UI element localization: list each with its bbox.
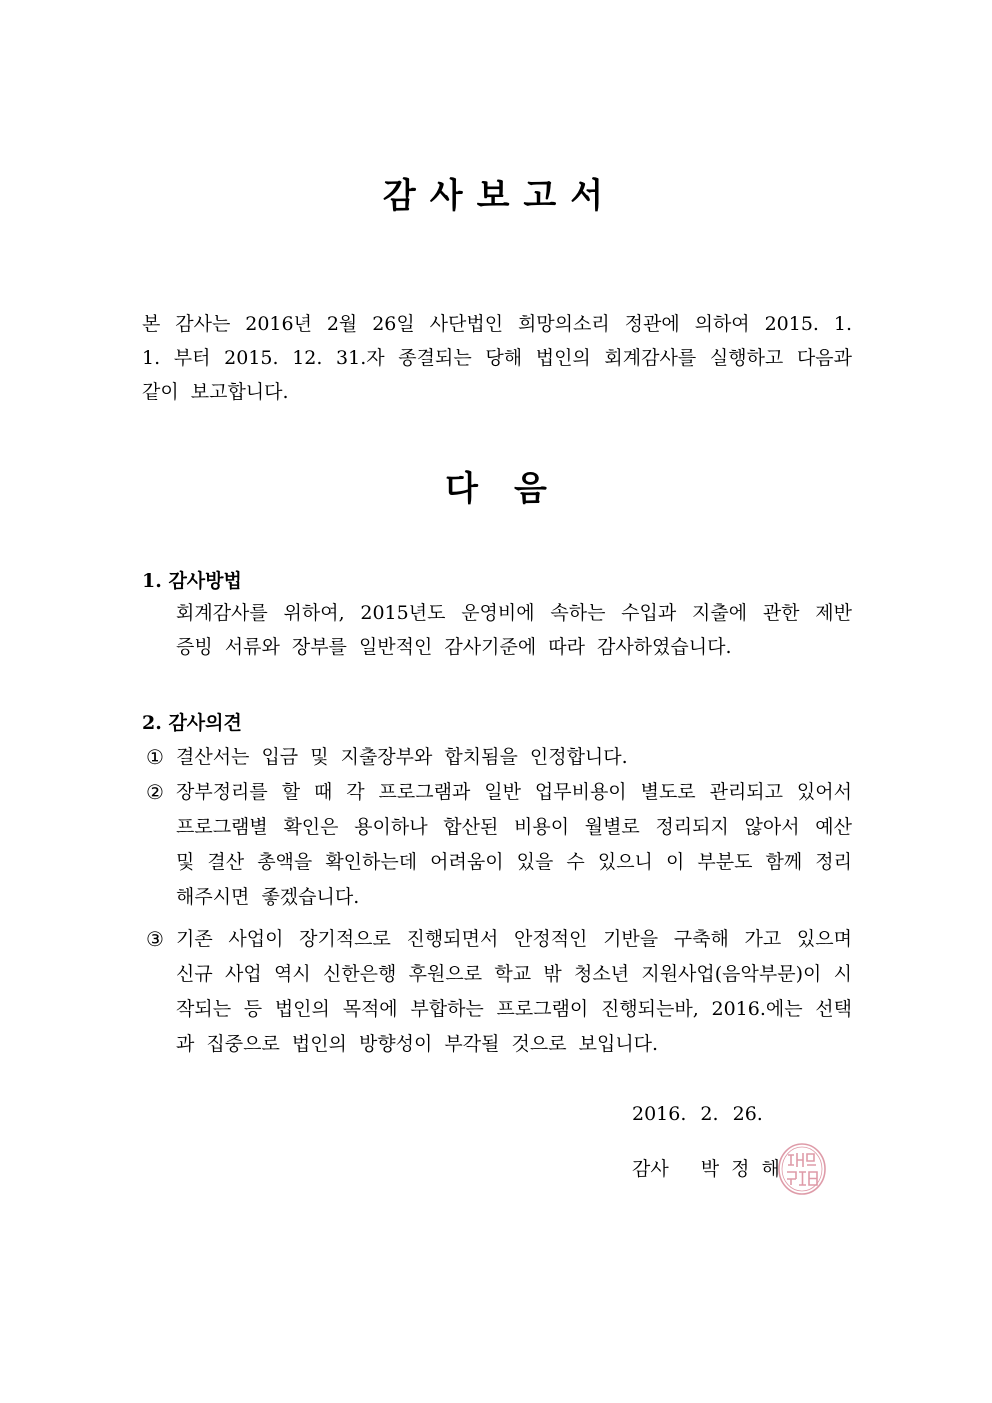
report-date: 2016. 2. 26.: [632, 1103, 763, 1125]
signer-line: [632, 1154, 792, 1181]
intro-paragraph: 본 감사는 2016년 2월 26일 사단법인 희망의소리 정관에 의하여 2015. 1. 1. 부터 2015. 12. 31.자 종결되는 당해 법인의 회계감사를 실행하고 다음과 같이 보고합니다.: [142, 313, 852, 403]
signer-role: 감사: [632, 1158, 669, 1180]
opinion-marker: ③: [146, 927, 164, 951]
opinion-item: [146, 775, 852, 915]
opinion-text: 결산서는 입금 및 지출장부와 합치됨을 인정합니다.: [176, 746, 628, 768]
opinion-marker: ①: [146, 745, 164, 769]
page-title: 감사보고서: [382, 176, 618, 216]
subtitle: 다음: [445, 469, 583, 509]
section-body-audit-method: 회계감사를 위하여, 2015년도 운영비에 속하는 수입과 지출에 관한 제반 증빙 서류와 장부를 일반적인 감사기준에 따라 감사하였습니다.: [176, 602, 852, 658]
opinion-marker: ②: [146, 780, 164, 804]
opinion-item: [146, 740, 852, 775]
opinion-item: [146, 922, 852, 1062]
signer-name: 박정해: [700, 1158, 792, 1180]
section-heading-audit-method: 1. 감사방법: [142, 570, 242, 592]
section-heading-audit-opinion: 2. 감사의견: [142, 712, 242, 734]
opinion-text: 기존 사업이 장기적으로 진행되면서 안정적인 기반을 구축해 가고 있으며 신규 사업 역시 신한은행 후원으로 학교 밖 청소년 지원사업(음악부문)이 시작되는 등 법인의 목적에 부합하는 프로그램이 진행되는바, 2016.에는 선택과 집중으로 법인의 방향성이 부각될 것으로 보입니다.: [176, 928, 852, 1055]
opinion-text: 장부정리를 할 때 각 프로그램과 일반 업무비용이 별도로 관리되고 있어서 프로그램별 확인은 용이하나 합산된 비용이 월별로 정리되지 않아서 예산 및 결산 총액을 확인하는데 어려움이 있을 수 있으니 이 부분도 함께 정리해주시면 좋겠습니다.: [176, 781, 852, 908]
seal-stamp-icon: [776, 1141, 828, 1197]
